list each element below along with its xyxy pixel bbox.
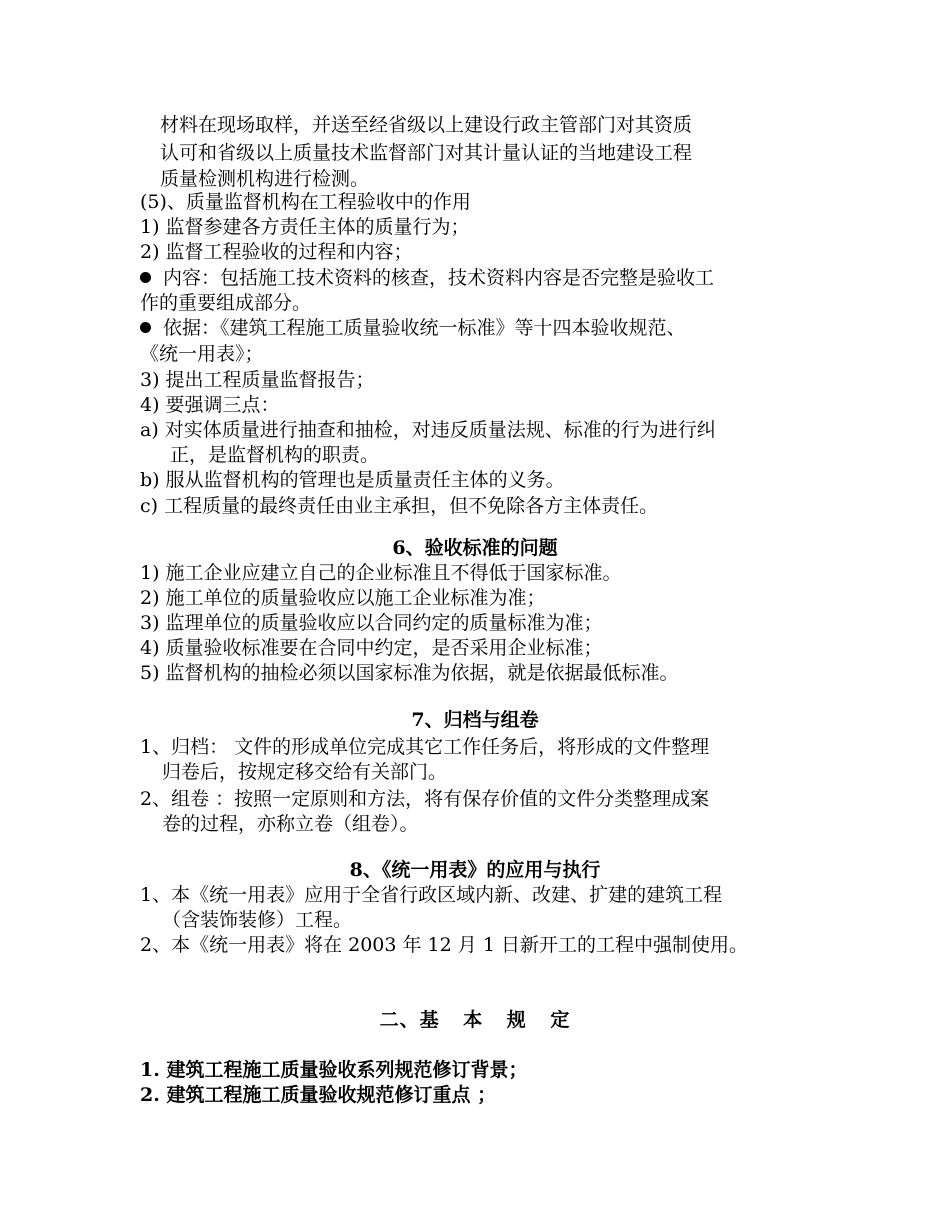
list-item: 1) 施工企业应建立自己的企业标准且不得低于国家标准。 bbox=[140, 562, 622, 584]
list-item: 3) 监理单位的质量验收应以合同约定的质量标准为准； bbox=[140, 612, 603, 634]
list-item: 1) 监督参建各方责任主体的质量行为； bbox=[140, 216, 470, 238]
section-6-heading: 6、验收标准的问题 bbox=[392, 537, 558, 559]
list-item: 3) 提出工程质量监督报告； bbox=[140, 369, 375, 391]
list-item: b) 服从监督机构的管理也是质量责任主体的义务。 bbox=[140, 469, 565, 491]
text-line: 材料在现场取样，并送至经省级以上建设行政主管部门对其资质 bbox=[160, 114, 693, 136]
list-item: 4) 质量验收标准要在合同中约定，是否采用企业标准； bbox=[140, 637, 603, 659]
list-item: 4) 要强调三点： bbox=[140, 394, 280, 416]
section-8-heading: 8、《统一用表》的应用与执行 bbox=[349, 859, 601, 881]
list-item: 1. 建筑工程施工质量验收系列规范修订背景； bbox=[140, 1059, 528, 1081]
list-item: 1、归档： 文件的形成单位完成其它工作任务后，将形成的文件整理 bbox=[140, 736, 710, 758]
list-item: 2. 建筑工程施工质量验收规范修订重点 ； bbox=[140, 1084, 497, 1106]
bullet-item bbox=[140, 316, 686, 341]
section-5-title: (5)、质量监督机构在工程验收中的作用 bbox=[140, 191, 471, 213]
list-item: a) 对实体质量进行抽查和抽检，对违反质量法规、标准的行为进行纠 bbox=[140, 419, 716, 441]
text-line: 作的重要组成部分。 bbox=[140, 292, 312, 314]
part-2-heading: 二、基 本 规 定 bbox=[379, 1009, 571, 1031]
bullet-item bbox=[140, 266, 714, 291]
section-7-heading: 7、归档与组卷 bbox=[411, 709, 539, 731]
bullet-icon bbox=[140, 322, 151, 333]
list-item: c) 工程质量的最终责任由业主承担，但不免除各方主体责任。 bbox=[140, 495, 659, 517]
text-line: 《统一用表》； bbox=[140, 343, 264, 365]
text-line: 认可和省级以上质量技术监督部门对其计量认证的当地建设工程 bbox=[160, 142, 693, 164]
text-line: 质量检测机构进行检测。 bbox=[160, 168, 370, 190]
text-line: 归卷后，按规定移交给有关部门。 bbox=[162, 761, 448, 783]
list-item: 5) 监督机构的抽检必须以国家标准为依据，就是依据最低标准。 bbox=[140, 662, 679, 684]
list-item: 2) 施工单位的质量验收应以施工企业标准为准； bbox=[140, 587, 546, 609]
text-line: 卷的过程，亦称立卷（组卷）。 bbox=[162, 813, 419, 835]
text-line: （含装饰装修）工程。 bbox=[162, 909, 353, 931]
bullet-text: 依据：《建筑工程施工质量验收统一标准》等十四本验收规范、 bbox=[163, 317, 686, 339]
bullet-text: 内容：包括施工技术资料的核查，技术资料内容是否完整是验收工 bbox=[163, 267, 715, 289]
list-item: 1、本《统一用表》应用于全省行政区域内新、改建、扩建的建筑工程 bbox=[140, 884, 723, 906]
list-item: 2) 监督工程验收的过程和内容； bbox=[140, 241, 413, 263]
text-line: 正，是监督机构的职责。 bbox=[170, 444, 380, 466]
list-item: 2、组卷 ：按照一定原则和方法，将有保存价值的文件分类整理成案 bbox=[140, 788, 710, 810]
list-item: 2、本《统一用表》将在 2003 年 12 月 1 日新开工的工程中强制使用。 bbox=[140, 934, 748, 956]
bullet-icon bbox=[140, 272, 151, 283]
